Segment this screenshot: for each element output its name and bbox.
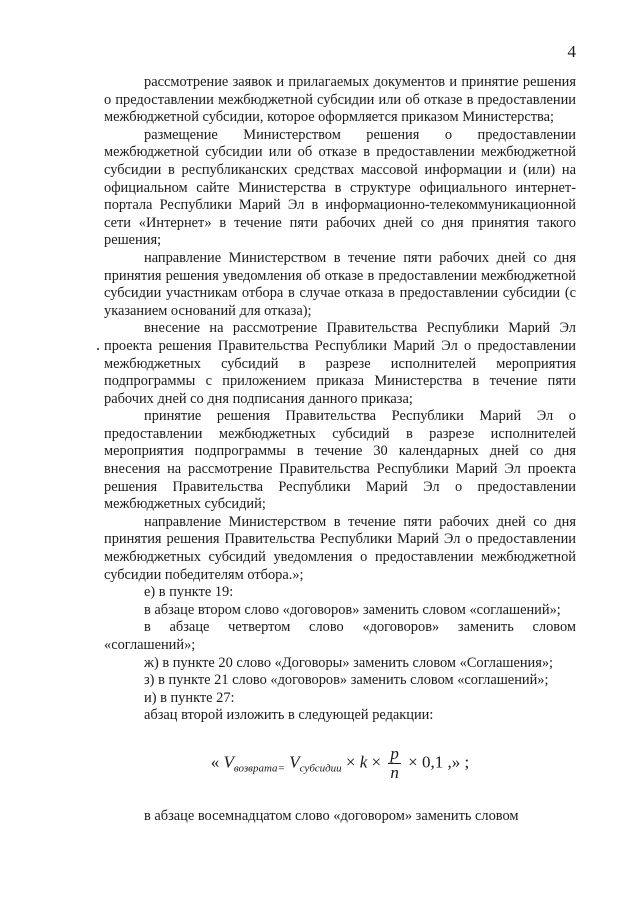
document-body xyxy=(104,74,576,826)
formula-k: k xyxy=(359,752,368,772)
formula-fraction xyxy=(388,745,401,782)
formula-v-symbol: V xyxy=(289,752,300,772)
page-number: 4 xyxy=(567,42,576,61)
formula-denominator: n xyxy=(390,762,399,782)
formula-equals: = xyxy=(277,762,285,775)
paragraph: и) в пункте 27: xyxy=(144,689,235,706)
paragraph: внесение на рассмотрение Правительства Республики Марий Эл проекта решения Правительства Республики Марий Эл о предоставлении межбюджетных субсидий в разрезе исполнителей мероприятия подпрограммы с приложением приказа Министерства в течение пяти рабочих дней со дня подписания данного приказа; xyxy=(104,320,576,407)
margin-mark xyxy=(97,348,99,350)
formula-coefficient: 0,1 xyxy=(421,752,444,772)
formula-v-symbol: V xyxy=(223,752,234,772)
formula-subsidy-subscript: субсидии xyxy=(299,762,342,775)
paragraph: направление Министерством в течение пяти рабочих дней со дня принятия решения Правительства Республики Марий Эл о предоставлении межбюджетных субсидий уведомления о предоставлении межбюджетной субсидии победителям отбора.»; xyxy=(104,513,576,583)
formula-semicolon: ; xyxy=(464,752,470,772)
paragraph: рассмотрение заявок и прилагаемых документов и принятие решения о предоставлении межбюджетной субсидии или об отказе в предоставлении межбюджетной субсидии, которое оформляется приказом Министерства; xyxy=(104,74,576,126)
formula-times: × xyxy=(345,752,356,772)
paragraph: абзац второй изложить в следующей редакции: xyxy=(144,707,434,724)
refund-formula xyxy=(104,745,576,782)
paragraph: направление Министерством в течение пяти рабочих дней со дня принятия решения уведомления об отказе в предоставлении межбюджетной субсидии участникам отбора в случае отказа в предоставлении субсидии (с указанием оснований для отказа); xyxy=(104,249,576,319)
paragraph: размещение Министерством решения о предоставлении межбюджетной субсидии или об отказе в предоставлении межбюджетной субсидии в республиканских средствах массовой информации и (или) на официальном сайте Министерства в структуре официального интернет-портала Республики Марий Эл в информационно-телекоммуникационной сети «Интернет» в течение пяти рабочих дней со дня принятия такого решения; xyxy=(104,126,576,249)
paragraph: в абзаце восемнадцатом слово «договором» заменить словом xyxy=(144,807,519,824)
paragraph: ж) в пункте 20 слово «Договоры» заменить словом «Соглашения»; xyxy=(144,654,554,671)
formula-numerator: p xyxy=(390,743,399,763)
formula-return-subscript: возврата xyxy=(233,762,278,775)
formula-times: × xyxy=(371,752,382,772)
paragraph: принятие решения Правительства Республики Марий Эл о предоставлении межбюджетных субсидий в разрезе исполнителей мероприятия подпрограммы в течение 30 календарных дней со дня внесения на рассмотрение Правительства Республики Марий Эл проекта решения Правительства Республики Марий Эл о предоставлении межбюджетных субсидий; xyxy=(104,408,576,513)
formula-open-quote: « xyxy=(210,752,220,772)
paragraph: з) в пункте 21 слово «договоров» заменить словом «соглашений»; xyxy=(144,672,549,689)
paragraph: е) в пункте 19: xyxy=(144,584,234,601)
paragraph: в абзаце четвертом слово «договоров» заменить словом «соглашений»; xyxy=(104,619,576,653)
formula-times: × xyxy=(408,752,418,772)
paragraph: в абзаце втором слово «договоров» заменить словом «соглашений»; xyxy=(144,601,561,618)
formula-close: ,» xyxy=(447,752,461,772)
